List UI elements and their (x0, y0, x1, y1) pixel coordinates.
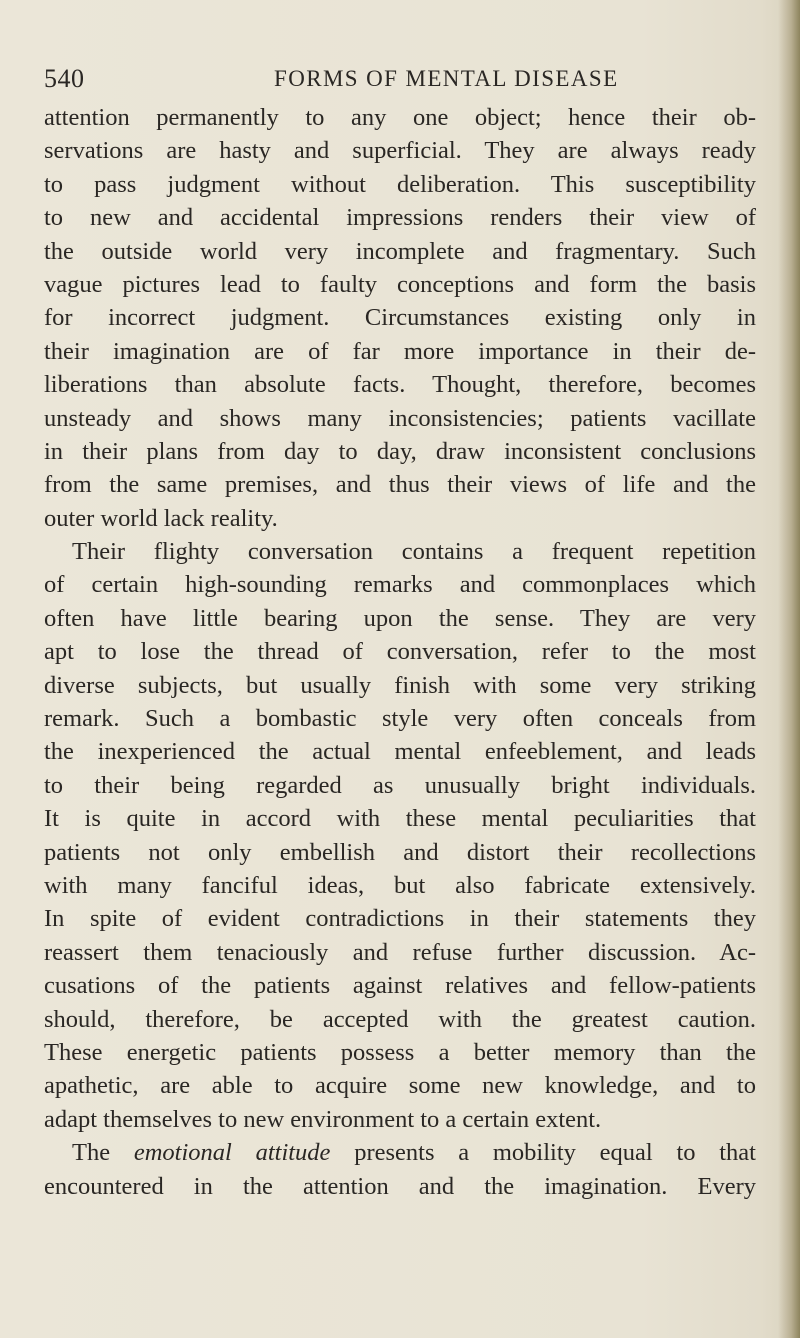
emphasized-phrase: emotional attitude (133, 1139, 331, 1167)
text-line: to their being regarded as unusually bright individuals. (44, 771, 756, 799)
text-line: It is quite in accord with these mental peculiarities that (44, 805, 756, 833)
paragraph-end-line: adapt themselves to new environment to a certain extent. (44, 1105, 602, 1133)
text-line: liberations than absolute facts. Thought, therefore, becomes (44, 371, 756, 399)
text-line: from the same premises, and thus their views of life and the (44, 471, 756, 499)
running-head: FORMS OF MENTAL DISEASE (274, 66, 619, 91)
text-line: should, therefore, be accepted with the greatest caution. (44, 1005, 756, 1033)
text-line: to pass judgment without deliberation. This susceptibility (44, 170, 756, 198)
page-number: 540 (44, 64, 85, 93)
text-line: the inexperienced the actual mental enfeeblement, and leads (44, 738, 756, 766)
text-line: cusations of the patients against relatives and fellow-patients (44, 972, 756, 1000)
text-line: the outside world very incomplete and fragmentary. Such (44, 237, 756, 265)
text-line: in their plans from day to day, draw inconsistent conclusions (44, 437, 756, 465)
text-line: apt to lose the thread of conversation, refer to the most (44, 638, 756, 666)
text-line: vague pictures lead to faulty conceptions and form the basis (44, 270, 756, 298)
text-line: encountered in the attention and the imagination. Every (44, 1172, 756, 1200)
text-run: presents a mobility equal to that (330, 1139, 756, 1167)
text-line: attention permanently to any one object; hence their ob- (44, 104, 756, 131)
paragraph-start-line (44, 1136, 756, 1169)
text-line: In spite of evident contradictions in their statements they (44, 905, 756, 933)
text-line: often have little bearing upon the sense. They are very (44, 604, 756, 632)
text-line: apathetic, are able to acquire some new knowledge, and to (44, 1072, 756, 1100)
text-line: of certain high-sounding remarks and commonplaces which (44, 571, 756, 599)
page-header (44, 62, 754, 96)
paragraph-end-line: outer world lack reality. (44, 504, 278, 532)
text-line: unsteady and shows many inconsistencies; patients vacillate (44, 404, 756, 432)
text-line: diverse subjects, but usually finish with some very striking (44, 671, 756, 699)
text-line: their imagination are of far more importance in their de- (44, 337, 756, 365)
text-line: These energetic patients possess a better memory than the (44, 1038, 756, 1066)
text-line: for incorrect judgment. Circumstances existing only in (44, 304, 756, 332)
text-line: with many fanciful ideas, but also fabricate extensively. (44, 871, 756, 899)
text-line: servations are hasty and superficial. They are always ready (44, 137, 756, 165)
text-line: remark. Such a bombastic style very often conceals from (44, 705, 756, 733)
paragraph-start-line: Their flighty conversation contains a frequent repetition (72, 538, 756, 566)
text-line: reassert them tenaciously and refuse further discussion. Ac- (44, 938, 756, 966)
text-run: The (72, 1139, 134, 1167)
page-edge-shadow (778, 0, 800, 1338)
text-line: to new and accidental impressions renders their view of (44, 204, 756, 232)
text-line: patients not only embellish and distort their recollections (44, 838, 756, 866)
body-text (44, 101, 756, 1203)
